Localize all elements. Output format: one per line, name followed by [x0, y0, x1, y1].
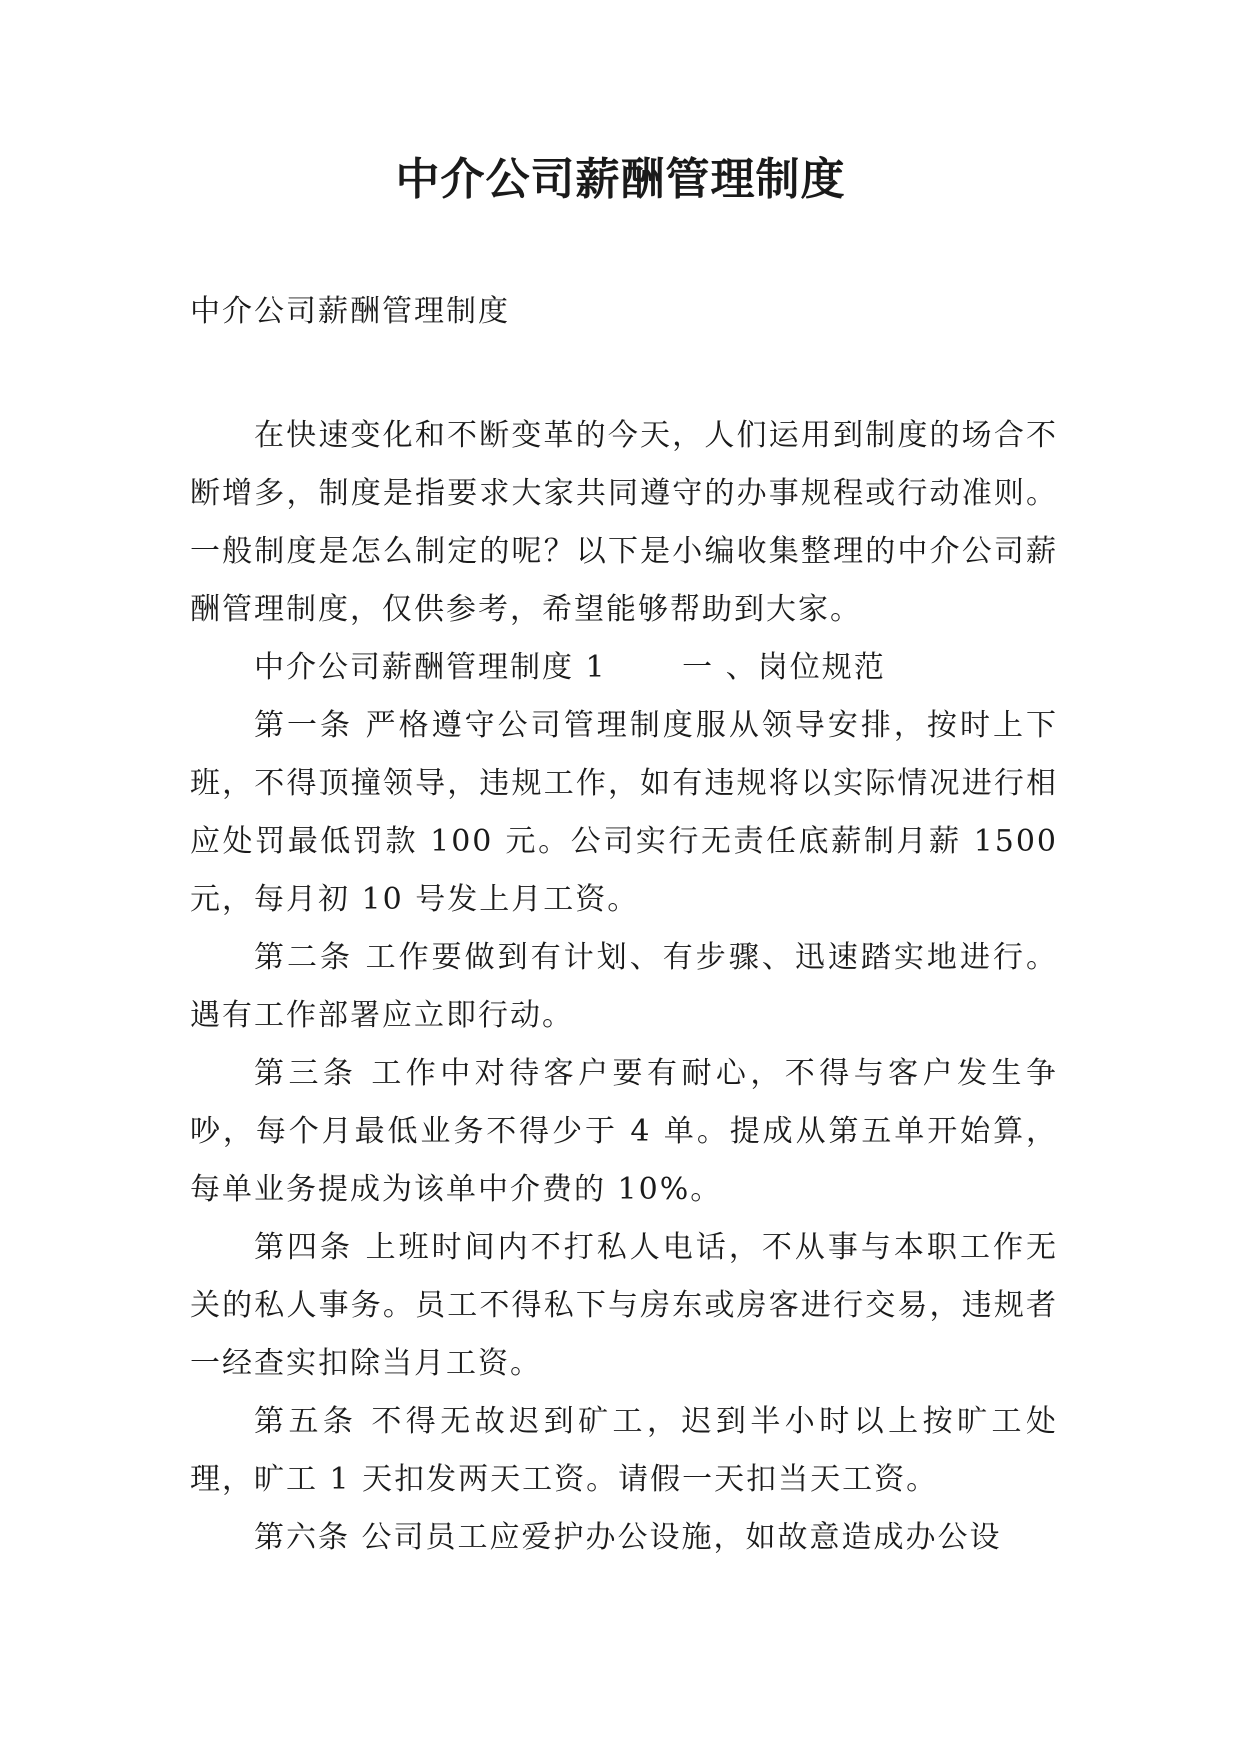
document-body [190, 407, 1058, 1567]
article-2-paragraph: 第二条 工作要做到有计划、有步骤、迅速踏实地进行。遇有工作部署应立即行动。 [190, 940, 1058, 1033]
document-title: 中介公司薪酬管理制度 [395, 154, 846, 205]
article-3-paragraph: 第三条 工作中对待客户要有耐心，不得与客户发生争吵，每个月最低业务不得少于 4 单。提成从第五单开始算，每单业务提成为该单中介费的 10%。 [190, 1056, 1058, 1207]
article-5-paragraph: 第五条 不得无故迟到矿工，迟到半小时以上按旷工处理，旷工 1 天扣发两天工资。请假一天扣当天工资。 [190, 1404, 1058, 1497]
article-6-paragraph: 第六条 公司员工应爱护办公设施，如故意造成办公设 [254, 1520, 1002, 1555]
intro-paragraph: 在快速变化和不断变革的今天，人们运用到制度的场合不断增多，制度是指要求大家共同遵守的办事规程或行动准则。一般制度是怎么制定的呢？以下是小编收集整理的中介公司薪酬管理制度，仅供参考，希望能够帮助到大家。 [190, 418, 1058, 627]
section-heading: 中介公司薪酬管理制度 1 一 、岗位规范 [254, 650, 886, 685]
document-subtitle: 中介公司薪酬管理制度 [190, 294, 510, 329]
article-1-paragraph: 第一条 严格遵守公司管理制度服从领导安排，按时上下班，不得顶撞领导，违规工作，如有违规将以实际情况进行相应处罚最低罚款 100 元。公司实行无责任底薪制月薪 1500 元，每月初 10 号发上月工资。 [190, 708, 1058, 917]
article-4-paragraph: 第四条 上班时间内不打私人电话，不从事与本职工作无关的私人事务。员工不得私下与房东或房客进行交易，违规者一经查实扣除当月工资。 [190, 1230, 1058, 1381]
